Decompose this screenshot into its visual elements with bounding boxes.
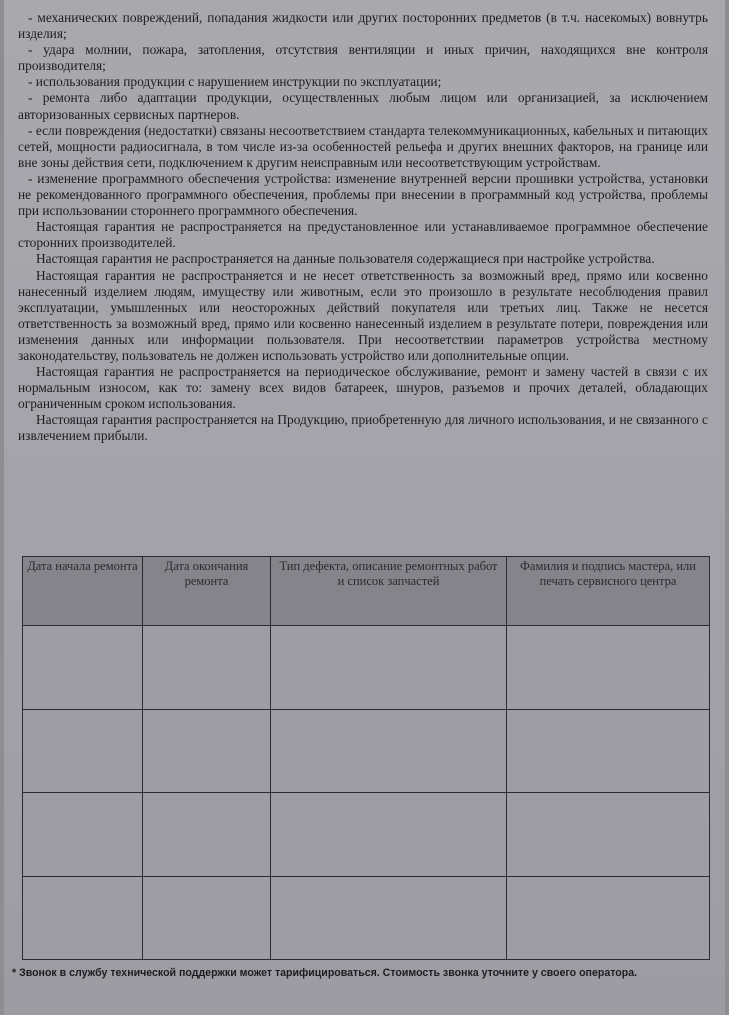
table-row — [23, 876, 710, 960]
list-item: - механических повреждений, попадания жидкости или других посторонних предметов (в т.ч. насекомых) вовнутрь изделия; — [18, 10, 708, 42]
header-repair-end-date: Дата окончания ремонта — [143, 557, 271, 626]
list-item: - ремонта либо адаптации продукции, осуществленных любым лицом или организацией, за исключением авторизованных сервисных партнеров. — [18, 90, 708, 122]
table-cell — [271, 876, 507, 960]
paragraph: Настоящая гарантия не распространяется и не несет ответственность за возможный вред, прямо или косвенно нанесенный изделием людям, имуществу или животным, если это произошло в результате несоблюдения правил эксплуатации, умышленных или неосторожных действий покупателя или третьих лиц. Также не несется ответственность за возможный вред, прямо или косвенно нанесенный изделием в результате потери, повреждения или изменения данных или информации пользователя. При несоответствии параметров устройства местному законодательству, пользователь не должен использовать устройство или дополнительные опции. — [18, 267, 708, 363]
table-cell — [143, 793, 271, 877]
table-row — [23, 793, 710, 877]
table-cell — [23, 709, 143, 793]
header-repair-start-date: Дата начала ремонта — [23, 557, 143, 626]
paragraph: Настоящая гарантия распространяется на Продукцию, приобретенную для личного использования, и не связанного с извлечением прибыли. — [18, 412, 708, 444]
list-item: - использования продукции с нарушением инструкции по эксплуатации; — [28, 74, 442, 90]
document-page — [4, 0, 725, 1015]
table-cell — [143, 709, 271, 793]
table-header-row — [23, 557, 710, 626]
table-cell — [271, 626, 507, 710]
table-row — [23, 626, 710, 710]
paragraph: Настоящая гарантия не распространяется на данные пользователя содержащиеся при настройке устройства. — [36, 251, 655, 267]
table-cell — [507, 709, 710, 793]
table-cell — [507, 793, 710, 877]
footnote: * Звонок в службу технической поддержки может тарифицироваться. Стоимость звонка уточните у своего оператора. — [12, 967, 638, 979]
header-master-signature: Фамилия и подпись мастера, или печать сервисного центра — [507, 557, 710, 626]
table-row — [23, 709, 710, 793]
header-defect-description: Тип дефекта, описание ремонтных работ и список запчастей — [271, 557, 507, 626]
table-cell — [507, 626, 710, 710]
table-cell — [271, 793, 507, 877]
table-cell — [507, 876, 710, 960]
list-item: - изменение программного обеспечения устройства: изменение внутренней версии прошивки устройства, установки не рекомендованного программного обеспечения, проблемы при внесении в программный код устройства, проблемы при использовании стороннего программного обеспечения. — [18, 170, 708, 219]
table-cell — [143, 626, 271, 710]
table-cell — [23, 793, 143, 877]
table-cell — [23, 626, 143, 710]
paragraph: Настоящая гарантия не распространяется на периодическое обслуживание, ремонт и замену частей в связи с их нормальным износом, как то: замену всех видов батареек, шнуров, разъемов и прочих деталей, обладающих ограниченным сроком использования. — [18, 364, 708, 412]
repair-log-table — [22, 556, 710, 960]
table-cell — [23, 876, 143, 960]
warranty-text — [18, 10, 708, 445]
table-cell — [143, 876, 271, 960]
table-cell — [271, 709, 507, 793]
list-item: - удара молнии, пожара, затопления, отсутствия вентиляции и иных причин, находящихся вне контроля производителя; — [18, 42, 708, 74]
list-item: - если повреждения (недостатки) связаны несоответствием стандарта телекоммуникационных, кабельных и питающих сетей, мощности радиосигнала, в том числе из-за особенностей рельефа и других внешних факторов, на границе или вне зоны действия сети, подключением к другим неисправным или несоответствующим устройствам. — [18, 122, 708, 170]
paragraph: Настоящая гарантия не распространяется на предустановленное или устанавливаемое программное обеспечение сторонних производителей. — [18, 219, 708, 251]
